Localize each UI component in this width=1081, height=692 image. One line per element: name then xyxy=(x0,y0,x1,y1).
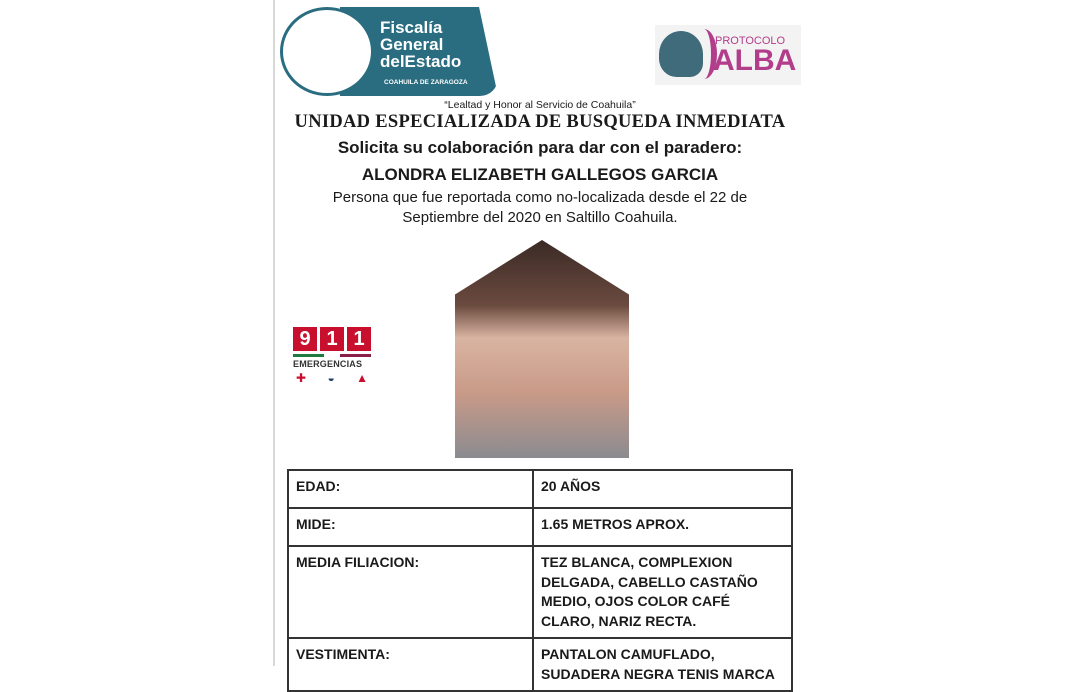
fiscalia-logo xyxy=(280,7,498,96)
table-row xyxy=(288,638,792,691)
missing-person-name: ALONDRA ELIZABETH GALLEGOS GARCIA xyxy=(361,165,719,184)
logo-text: delEstado xyxy=(380,52,462,71)
emergency-911-logo xyxy=(293,327,371,389)
row-label: EDAD: xyxy=(288,470,533,508)
logo-text: ALBA xyxy=(713,44,797,77)
logo-subtitle: COAHUILA DE ZARAGOZA xyxy=(384,79,468,86)
report-line: Septiembre del 2020 en Saltillo Coahuila. xyxy=(402,209,678,226)
logo-text: General xyxy=(380,35,444,54)
row-label: VESTIMENTA: xyxy=(288,638,533,691)
emergency-label: EMERGENCIAS xyxy=(293,359,363,369)
row-value: 20 AÑOS xyxy=(533,470,792,508)
justice-statue-icon xyxy=(280,7,374,96)
report-text xyxy=(275,188,805,228)
digit: 9 xyxy=(293,327,317,351)
row-label: MEDIA FILIACION: xyxy=(288,546,533,638)
table-row xyxy=(288,508,792,546)
row-label: MIDE: xyxy=(288,508,533,546)
report-line: Persona que fue reportada como no-localizada desde el 22 de xyxy=(332,189,748,206)
request-text: Solicita su colaboración para dar con el paradero: xyxy=(337,138,743,157)
table-row xyxy=(288,546,792,638)
logo-text: PROTOCOLO xyxy=(715,35,786,47)
unit-title: UNIDAD ESPECIALIZADA DE BUSQUEDA INMEDIATA xyxy=(294,112,786,132)
logo-text: Fiscalía xyxy=(380,18,443,37)
tagline: “Lealtad y Honor al Servicio de Coahuila” xyxy=(444,99,636,111)
red-cross-icon: ✚ xyxy=(296,371,307,385)
fire-icon: ▲ xyxy=(356,371,368,385)
police-cap-icon: ◒ xyxy=(327,371,335,385)
digit: 1 xyxy=(320,327,344,351)
row-value: 1.65 METROS APROX. xyxy=(533,508,792,546)
person-photo xyxy=(455,240,629,458)
protocolo-alba-logo xyxy=(655,25,801,85)
digit: 1 xyxy=(347,327,371,351)
details-table xyxy=(287,469,793,692)
row-value: TEZ BLANCA, COMPLEXION DELGADA, CABELLO CASTAÑO MEDIO, OJOS COLOR CAFÉ CLARO, NARIZ RECTA. xyxy=(533,546,792,638)
table-row xyxy=(288,470,792,508)
row-value: PANTALON CAMUFLADO, SUDADERA NEGRA TENIS MARCA xyxy=(533,638,792,691)
